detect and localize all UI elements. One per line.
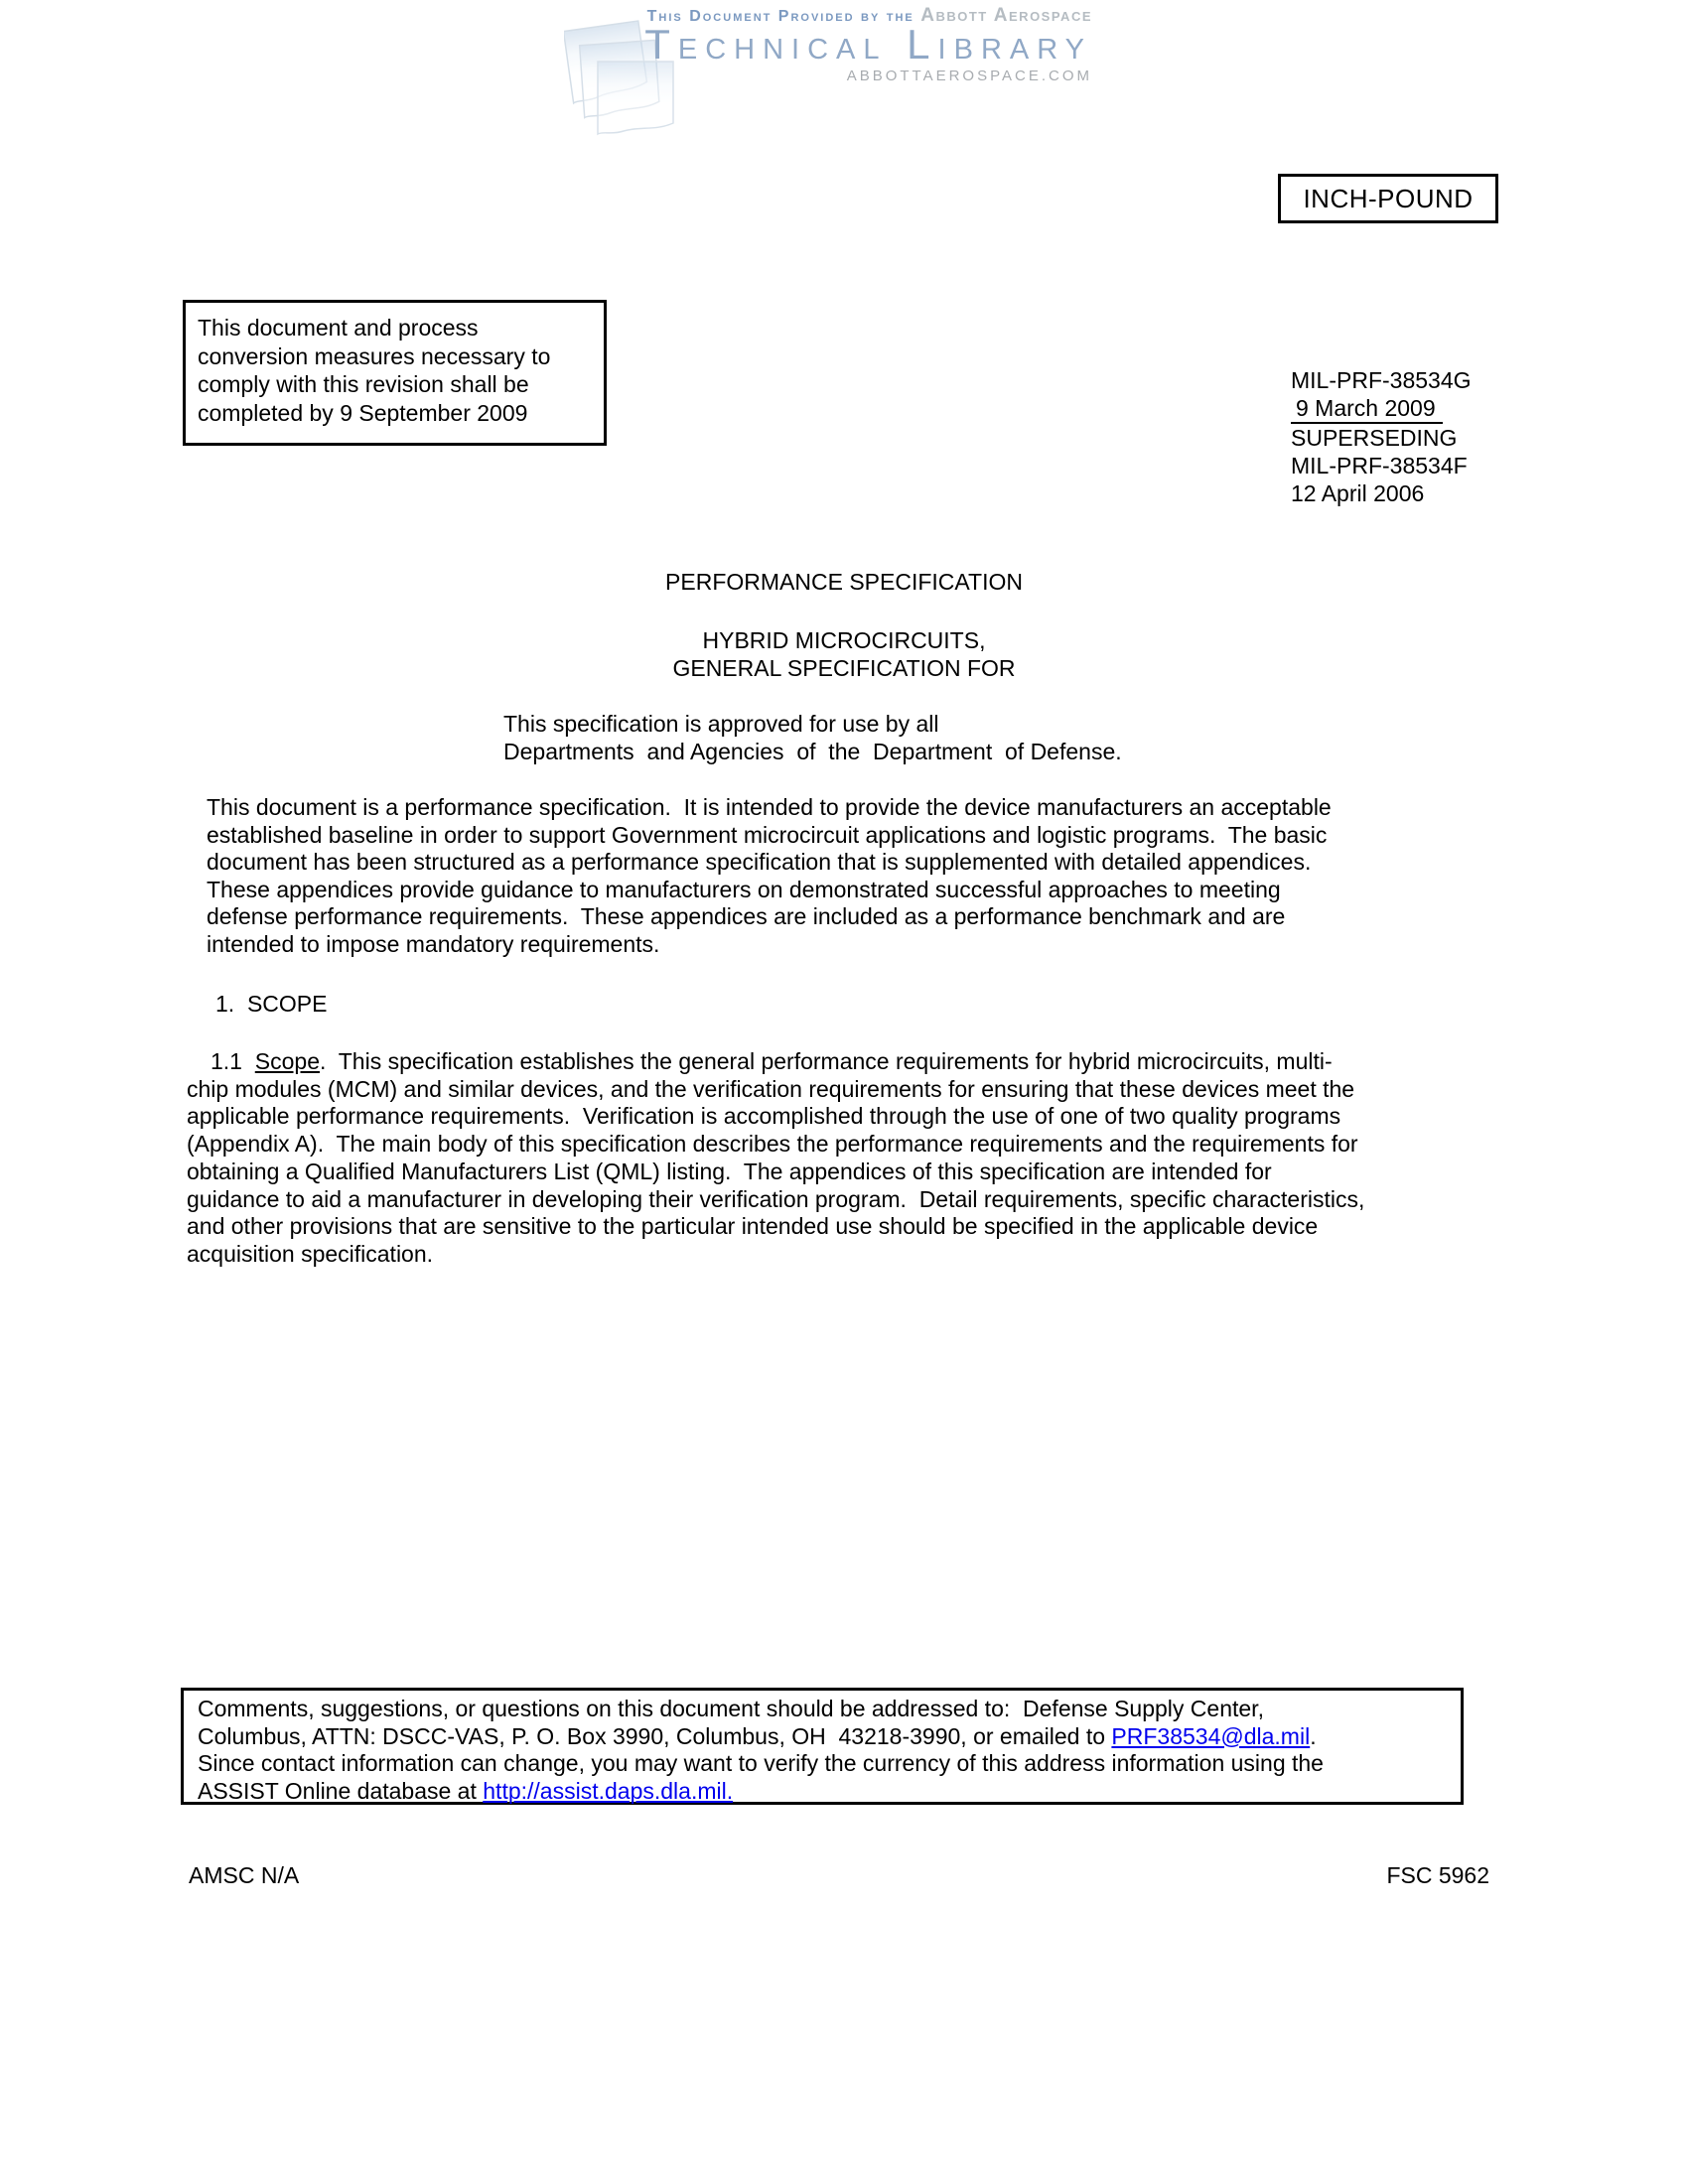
comments-line-3: Since contact information can change, you may want to verify the currency of this address information using the bbox=[198, 1750, 1324, 1777]
logo-website-text: ABBOTTAEROSPACE.COM bbox=[846, 68, 1092, 84]
scope-line: obtaining a Qualified Manufacturers List (QML) listing. The appendices of this specification are intended for bbox=[187, 1158, 1272, 1184]
logo-brand-text: Abbott Aerospace bbox=[920, 5, 1092, 26]
clause-title: Scope bbox=[254, 1048, 320, 1074]
scope-line: applicable performance requirements. Verification is accomplished through the use of one of two quality programs bbox=[187, 1103, 1341, 1130]
scope-line: (Appendix A). The main body of this specification describes the performance requirements and the requirements for bbox=[187, 1131, 1358, 1158]
logo-library-title: Technical Library bbox=[644, 21, 1092, 68]
intro-line: intended to impose mandatory requirements. bbox=[207, 930, 660, 957]
amsc-code: AMSC N/A bbox=[189, 1862, 300, 1888]
intro-line: These appendices provide guidance to manufacturers on demonstrated successful approaches to meeting bbox=[207, 876, 1281, 902]
notice-line: comply with this revision shall be bbox=[198, 371, 529, 397]
comments-address-box bbox=[181, 1688, 1464, 1805]
scope-line: acquisition specification. bbox=[187, 1240, 434, 1267]
intro-line: This document is a performance specification. It is intended to provide the device manufacturers an acceptable bbox=[207, 794, 1332, 820]
approval-line-1: This specification is approved for use by all bbox=[503, 711, 939, 737]
document-id-block bbox=[1291, 366, 1472, 507]
superseding-label: SUPERSEDING bbox=[1291, 425, 1458, 451]
comments-line-4 bbox=[198, 1778, 1461, 1806]
logo-provided-by-text: This Document Provided by the bbox=[646, 8, 921, 25]
subject-line-1: HYBRID MICROCIRCUITS, bbox=[702, 627, 986, 653]
clause-first-line-rest: . This specification establishes the general performance requirements for hybrid microcircuits, multi- bbox=[319, 1048, 1333, 1074]
conversion-notice-box bbox=[183, 300, 607, 446]
scope-line: and other provisions that are sensitive to the particular intended use should be specified in the applicable device bbox=[187, 1213, 1319, 1240]
comments-line-2-period: . bbox=[1310, 1722, 1317, 1749]
doc-date-current: 9 March 2009 bbox=[1291, 396, 1443, 424]
comments-line-2-text: Columbus, ATTN: DSCC-VAS, P. O. Box 3990, Columbus, OH 43218-3990, or emailed to bbox=[198, 1722, 1112, 1749]
doc-number-previous: MIL-PRF-38534F bbox=[1291, 453, 1468, 478]
comments-line-1: Comments, suggestions, or questions on this document should be addressed to: Defense Supply Center, bbox=[198, 1696, 1264, 1721]
doc-number-current: MIL-PRF-38534G bbox=[1291, 367, 1472, 393]
scope-section-heading: 1. SCOPE bbox=[215, 991, 328, 1017]
assist-url-link[interactable]: http://assist.daps.dla.mil. bbox=[483, 1777, 734, 1804]
intro-line: defense performance requirements. These appendices are included as a performance benchmark and are bbox=[207, 903, 1286, 930]
fsc-code: FSC 5962 bbox=[1386, 1862, 1489, 1888]
intro-paragraph bbox=[207, 794, 1332, 959]
intro-line: established baseline in order to support Government microcircuit applications and logistic programs. The basic bbox=[207, 821, 1328, 848]
notice-line: conversion measures necessary to bbox=[198, 342, 551, 369]
spec-subject-title bbox=[0, 627, 1688, 682]
intro-line: document has been structured as a performance specification that is supplemented with detailed appendices. bbox=[207, 849, 1312, 876]
scope-paragraph bbox=[187, 1048, 1364, 1269]
email-link[interactable]: PRF38534@dla.mil bbox=[1111, 1722, 1311, 1749]
notice-line: This document and process bbox=[198, 315, 479, 341]
comments-line-4-text: ASSIST Online database at bbox=[198, 1777, 484, 1804]
doc-date-previous: 12 April 2006 bbox=[1291, 480, 1425, 506]
scope-line: guidance to aid a manufacturer in developing their verification program. Detail requirements, specific characteristics, bbox=[187, 1185, 1365, 1212]
inch-pound-badge bbox=[1278, 174, 1498, 223]
approval-line-2: Departments and Agencies of the Department of Defense. bbox=[503, 738, 1122, 764]
scope-paragraph-first-line bbox=[187, 1048, 1364, 1076]
spec-type-title: PERFORMANCE SPECIFICATION bbox=[665, 569, 1023, 595]
approval-statement bbox=[503, 711, 1122, 765]
clause-number: 1.1 bbox=[211, 1048, 255, 1074]
comments-line-2 bbox=[198, 1723, 1461, 1751]
technical-library-logo bbox=[644, 6, 1092, 83]
notice-line: completed by 9 September 2009 bbox=[198, 399, 528, 426]
scope-line: chip modules (MCM) and similar devices, and the verification requirements for ensuring that these devices meet the bbox=[187, 1075, 1355, 1102]
inch-pound-label: INCH-POUND bbox=[1303, 183, 1474, 213]
subject-line-2: GENERAL SPECIFICATION FOR bbox=[672, 654, 1016, 681]
